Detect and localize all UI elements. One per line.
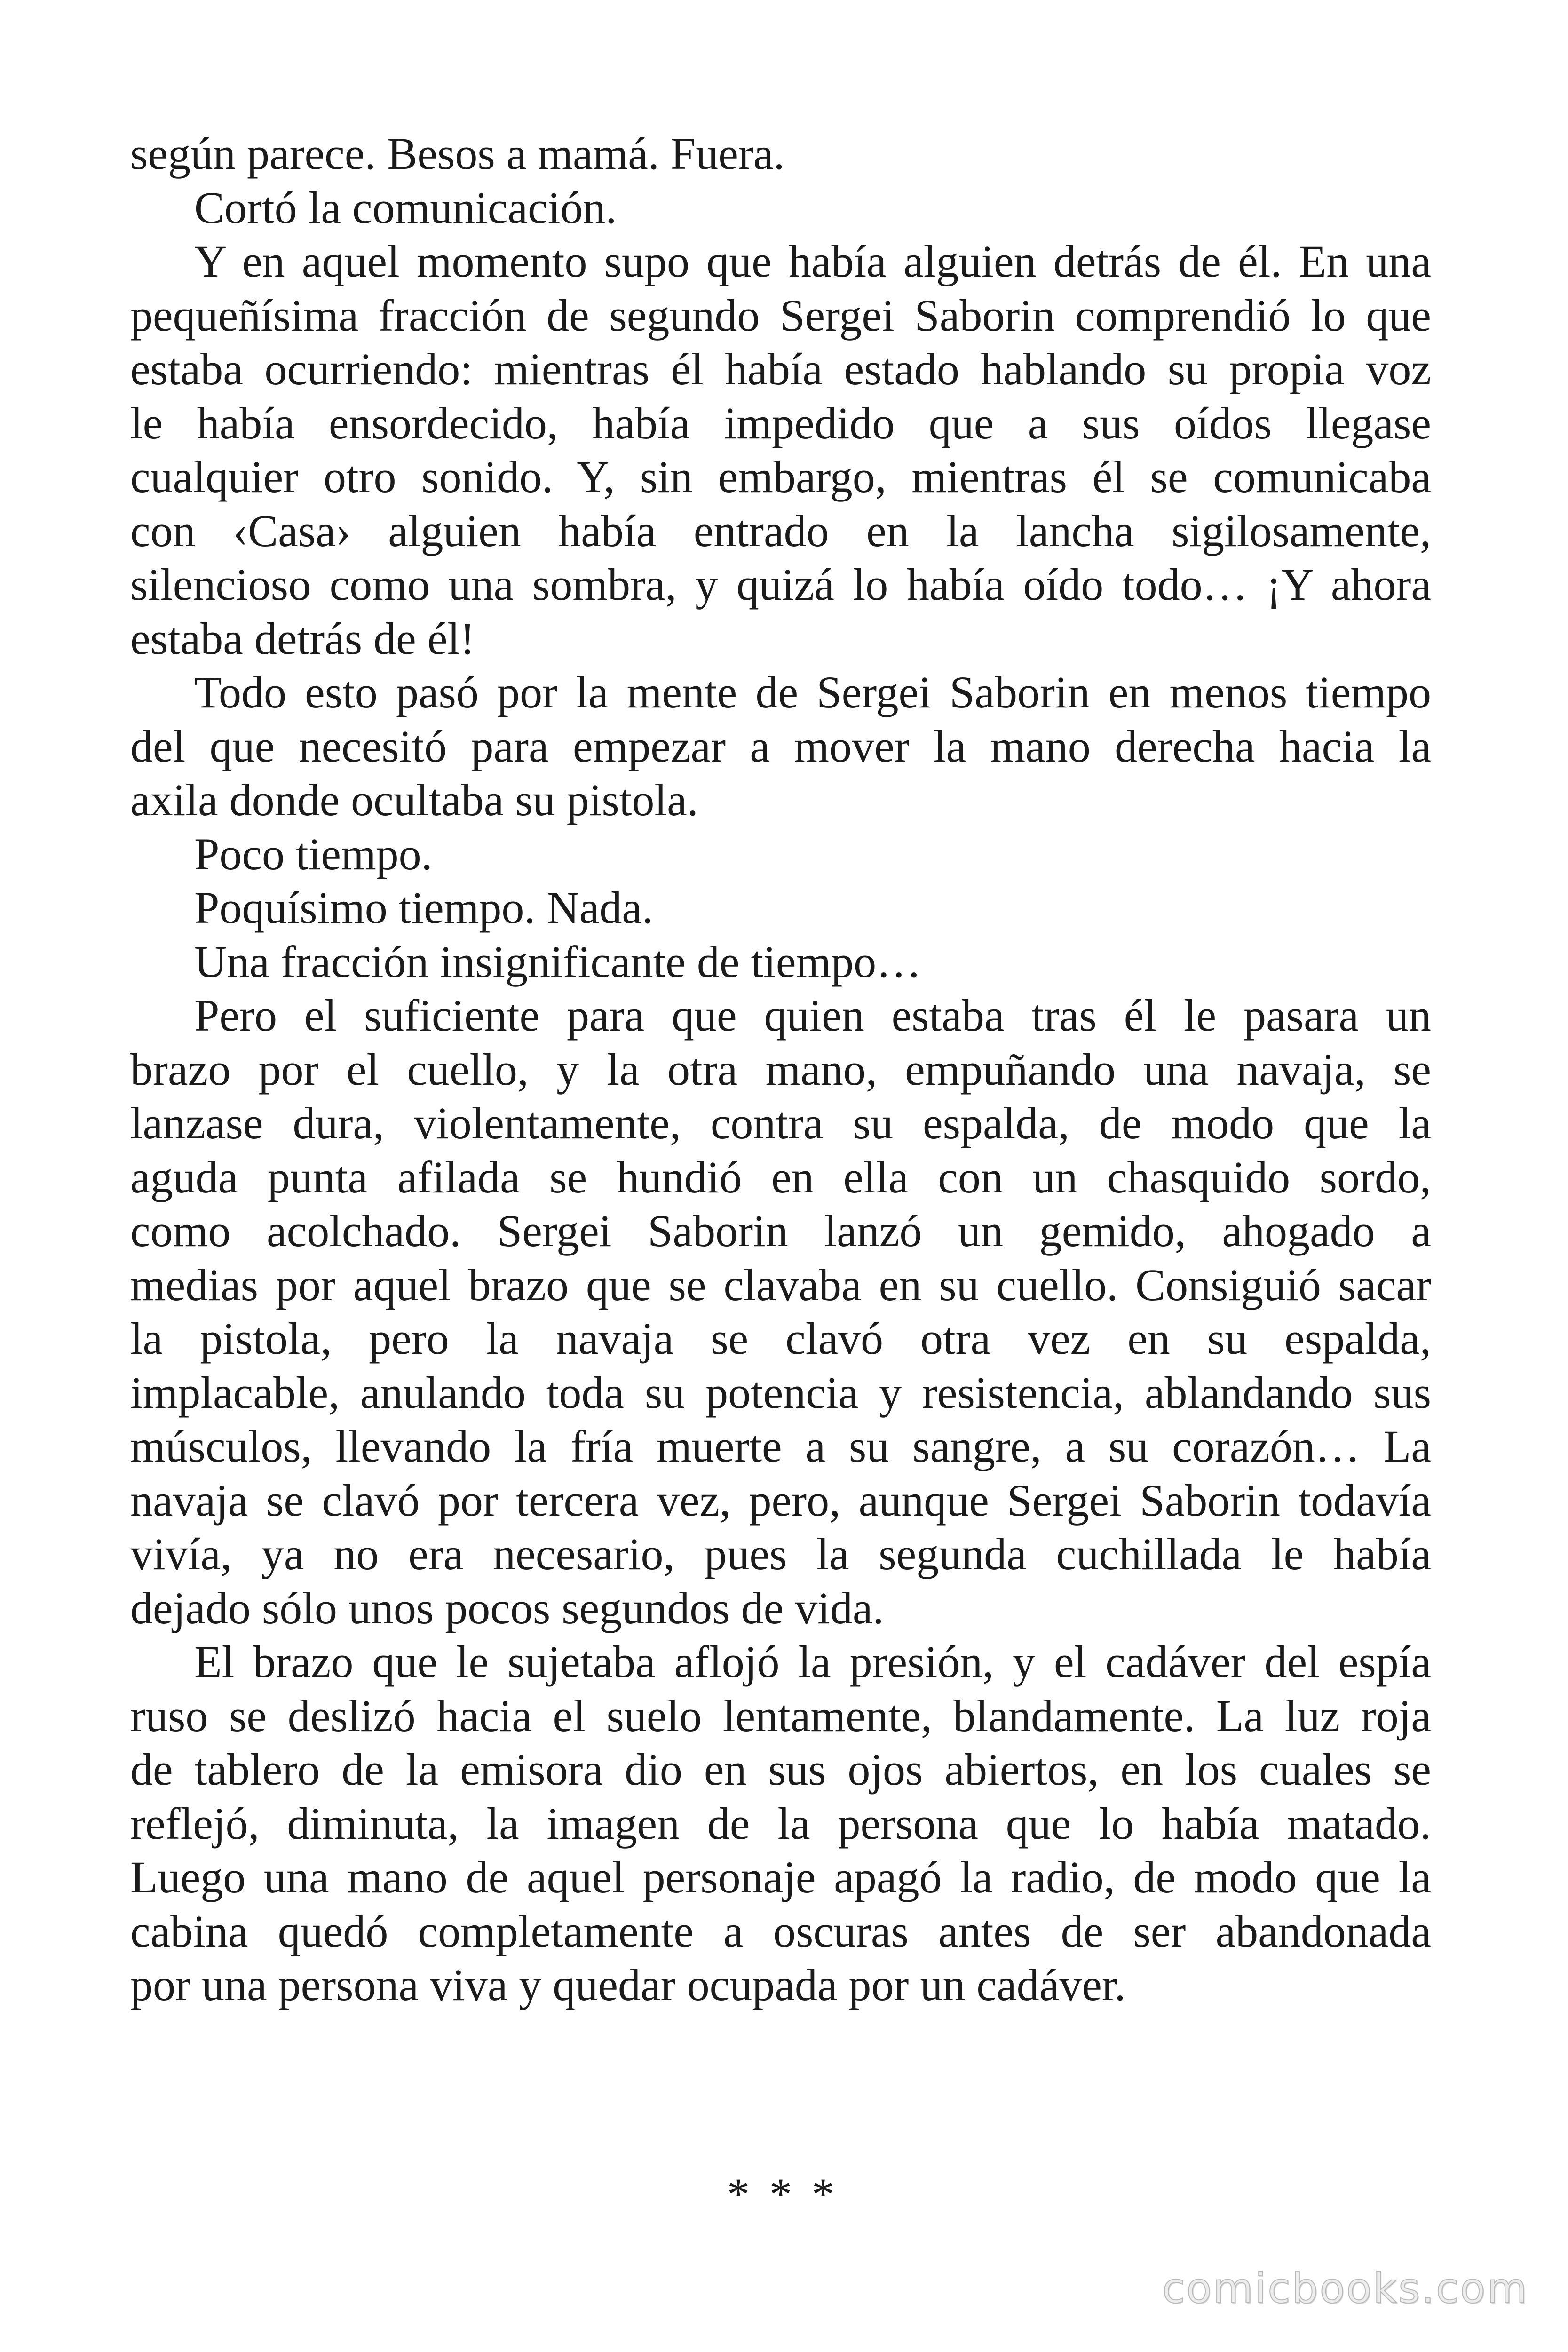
text-line: le había ensordecido, había impedido que a sus oídos llegase [130,397,1431,448]
text-line: silencioso como una sombra, y quizá lo había oído todo… ¡Y ahora [130,559,1431,610]
paragraph [130,881,1431,935]
text-line: cualquier otro sonido. Y, sin embargo, mientras él se comunicaba [130,452,1431,502]
paragraph [130,181,1431,235]
text-line: aguda punta afilada se hundió en ella con un chasquido sordo, [130,1152,1431,1202]
text-line: vivía, ya no era necesario, pues la segunda cuchillada le había [130,1529,1431,1579]
text-line: Pero el suficiente para que quien estaba tras él le pasara un [194,990,1431,1041]
text-line: brazo por el cuello, y la otra mano, empuñando una navaja, se [130,1044,1431,1095]
paragraph [130,827,1431,882]
text-line: como acolchado. Sergei Saborin lanzó un gemido, ahogado a [130,1206,1431,1256]
section-separator: * * * [727,2169,834,2219]
text-line: Poco tiempo. [194,828,433,879]
text-line: implacable, anulando toda su potencia y resistencia, ablandando sus [130,1367,1431,1418]
text-line: navaja se clavó por tercera vez, pero, aunque Sergei Saborin todavía [130,1475,1431,1526]
text-line: axila donde ocultaba su pistola. [130,775,698,825]
body-text [130,127,1431,2012]
paragraph [130,235,1431,666]
text-line: ruso se deslizó hacia el suelo lentamente, blandamente. La luz roja [130,1690,1431,1741]
text-line: Todo esto pasó por la mente de Sergei Saborin en menos tiempo [194,667,1431,717]
text-line: con ‹Casa› alguien había entrado en la lancha sigilosamente, [130,505,1431,556]
paragraph [130,989,1431,1635]
paragraph [130,127,1431,181]
paragraph [130,666,1431,827]
watermark: comicbooks.com [1162,2264,1528,2312]
paragraph [130,935,1431,989]
text-line: Cortó la comunicación. [194,182,617,233]
text-line: músculos, llevando la fría muerte a su sangre, a su corazón… La [130,1421,1431,1471]
text-line: Luego una mano de aquel personaje apagó la radio, de modo que la [130,1852,1431,1902]
text-line: la pistola, pero la navaja se clavó otra vez en su espalda, [130,1313,1431,1364]
text-line: pequeñísima fracción de segundo Sergei Saborin comprendió lo que [130,290,1431,341]
text-line: lanzase dura, violentamente, contra su espalda, de modo que la [130,1098,1431,1148]
text-line: medias por aquel brazo que se clavaba en su cuello. Consiguió sacar [130,1259,1431,1310]
paragraph [130,1635,1431,2012]
text-line: cabina quedó completamente a oscuras antes de ser abandonada [130,1906,1431,1956]
text-line: El brazo que le sujetaba aflojó la presión, y el cadáver del espía [194,1637,1431,1687]
text-line: de tablero de la emisora dio en sus ojos abiertos, en los cuales se [130,1744,1431,1795]
text-line: Una fracción insignificante de tiempo… [194,936,922,987]
text-line: según parece. Besos a mamá. Fuera. [130,128,785,179]
text-line: por una persona viva y quedar ocupada por un cadáver. [130,1960,1126,2010]
text-line: Poquísimo tiempo. Nada. [194,882,653,933]
text-line: reflejó, diminuta, la imagen de la persona que lo había matado. [130,1798,1431,1849]
text-line: del que necesitó para empezar a mover la mano derecha hacia la [130,721,1431,771]
text-line: Y en aquel momento supo que había alguien detrás de él. En una [194,236,1431,286]
text-line: estaba ocurriendo: mientras él había estado hablando su propia voz [130,344,1431,394]
text-line: estaba detrás de él! [130,613,475,664]
text-line: dejado sólo unos pocos segundos de vida. [130,1582,884,1633]
